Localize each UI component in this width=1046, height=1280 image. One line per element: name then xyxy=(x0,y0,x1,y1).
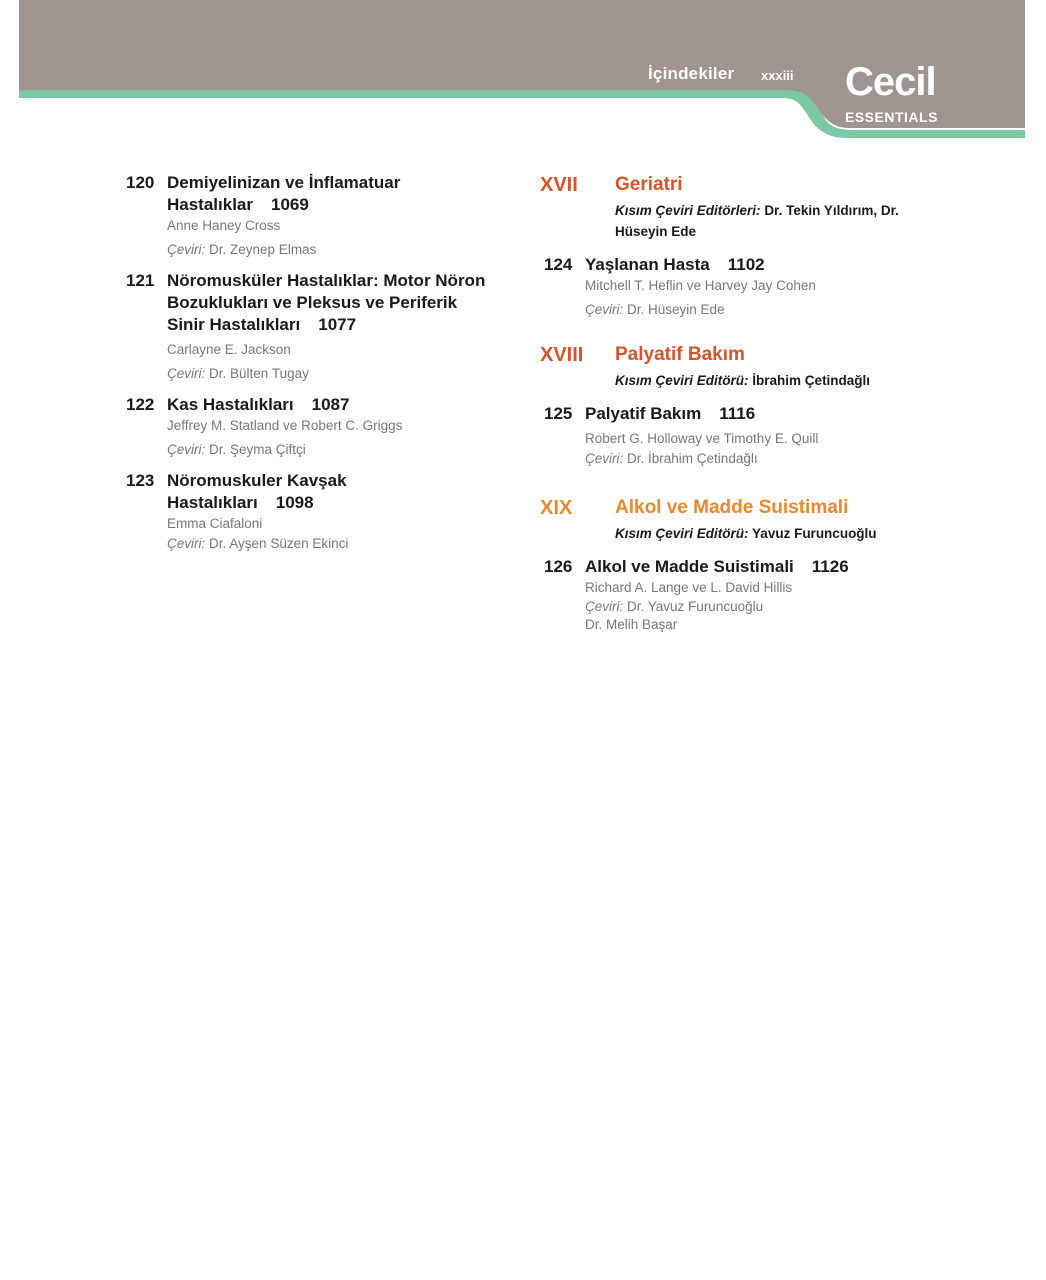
logo-sub-text: ESSENTIALS xyxy=(845,109,938,125)
chapter-page: 1116 xyxy=(719,404,756,423)
part-number: XVII xyxy=(540,174,578,196)
part-number: XVIII xyxy=(540,344,584,366)
part-editor: Kısım Çeviri Editörü: Yavuz Furuncuoğlu xyxy=(615,526,877,541)
chapter-translator: Çeviri: Dr. Zeynep Elmas xyxy=(167,242,317,257)
chapter-author: Robert G. Holloway ve Timothy E. Quill xyxy=(585,431,819,446)
part-editor: Kısım Çeviri Editörleri: Dr. Tekin Yıldırım, Dr. Hüseyin Ede xyxy=(615,203,899,239)
chapter-translator: Çeviri: Dr. Şeyma Çiftçi xyxy=(167,442,306,457)
chapter-number: 120 xyxy=(126,173,155,192)
chapter-author: Jeffrey M. Statland ve Robert C. Griggs xyxy=(167,418,403,433)
part-title[interactable]: Palyatif Bakım xyxy=(615,344,745,365)
part-xvii xyxy=(540,172,940,242)
chapter-author: Mitchell T. Heflin ve Harvey Jay Cohen xyxy=(585,278,816,293)
chapter-author: Carlayne E. Jackson xyxy=(167,342,291,357)
chapter-page: 1077 xyxy=(318,315,357,334)
chapter-translator: Çeviri: Dr. İbrahim Çetindağlı xyxy=(585,451,758,466)
chapter-author: Emma Ciafaloni xyxy=(167,516,263,531)
chapter-title: Nöromuskuler Kavşak Hastalıkları 1098 xyxy=(167,471,347,512)
header-page-number: xxxiii xyxy=(761,68,794,83)
page-header xyxy=(19,0,1025,140)
chapter-title: Alkol ve Madde Suistimali 1126 xyxy=(585,557,849,576)
chapter-translator: Çeviri: Dr. Hüseyin Ede xyxy=(585,302,725,317)
logo-main-text: Cecil xyxy=(845,60,936,104)
chapter-page: 1098 xyxy=(275,493,314,512)
chapter-number: 123 xyxy=(126,471,155,490)
chapter-author: Anne Haney Cross xyxy=(167,218,281,233)
chapter-page: 1087 xyxy=(311,395,350,414)
toc-entry-124[interactable] xyxy=(544,254,940,320)
chapter-number: 121 xyxy=(126,271,155,290)
toc-entry-121[interactable] xyxy=(126,270,486,384)
chapter-title: Kas Hastalıkları 1087 xyxy=(167,395,350,414)
toc-entry-123[interactable] xyxy=(126,470,486,554)
header-title: İçindekiler xyxy=(648,64,735,83)
part-xviii xyxy=(540,342,940,391)
chapter-page: 1102 xyxy=(727,255,765,274)
part-title[interactable]: Alkol ve Madde Suistimali xyxy=(615,497,849,518)
toc-entry-120[interactable] xyxy=(126,172,486,260)
chapter-page: 1069 xyxy=(271,195,309,214)
chapter-translator-extra: Dr. Melih Başar xyxy=(585,617,678,632)
chapter-number: 122 xyxy=(126,395,155,414)
chapter-author: Richard A. Lange ve L. David Hillis xyxy=(585,580,793,595)
chapter-title: Palyatif Bakım 1116 xyxy=(585,404,756,423)
part-xix xyxy=(540,495,940,544)
chapter-title: Nöromusküler Hastalıklar: Motor Nöron Bozuklukları ve Pleksus ve Periferik Sinir Hastalıkları 1077 xyxy=(167,271,486,334)
chapter-number: 124 xyxy=(544,255,573,274)
toc-entry-125[interactable] xyxy=(544,403,940,469)
chapter-translator: Çeviri: Dr. Ayşen Süzen Ekinci xyxy=(167,536,349,551)
toc-entry-122[interactable] xyxy=(126,394,486,460)
right-column xyxy=(540,172,940,644)
chapter-translator: Çeviri: Dr. Yavuz Furuncuoğlu xyxy=(585,599,764,614)
chapter-page: 1126 xyxy=(811,557,849,576)
chapter-translator: Çeviri: Dr. Bülten Tugay xyxy=(167,366,309,381)
chapter-number: 125 xyxy=(544,404,573,423)
chapter-title: Yaşlanan Hasta 1102 xyxy=(585,255,765,274)
chapter-number: 126 xyxy=(544,557,573,576)
part-editor: Kısım Çeviri Editörü: İbrahim Çetindağlı xyxy=(615,373,871,388)
part-number: XIX xyxy=(540,497,573,519)
chapter-title: Demiyelinizan ve İnflamatuar Hastalıklar 1069 xyxy=(167,173,401,214)
left-column xyxy=(126,172,486,564)
part-title[interactable]: Geriatri xyxy=(615,174,683,195)
toc-entry-126[interactable] xyxy=(544,556,940,634)
